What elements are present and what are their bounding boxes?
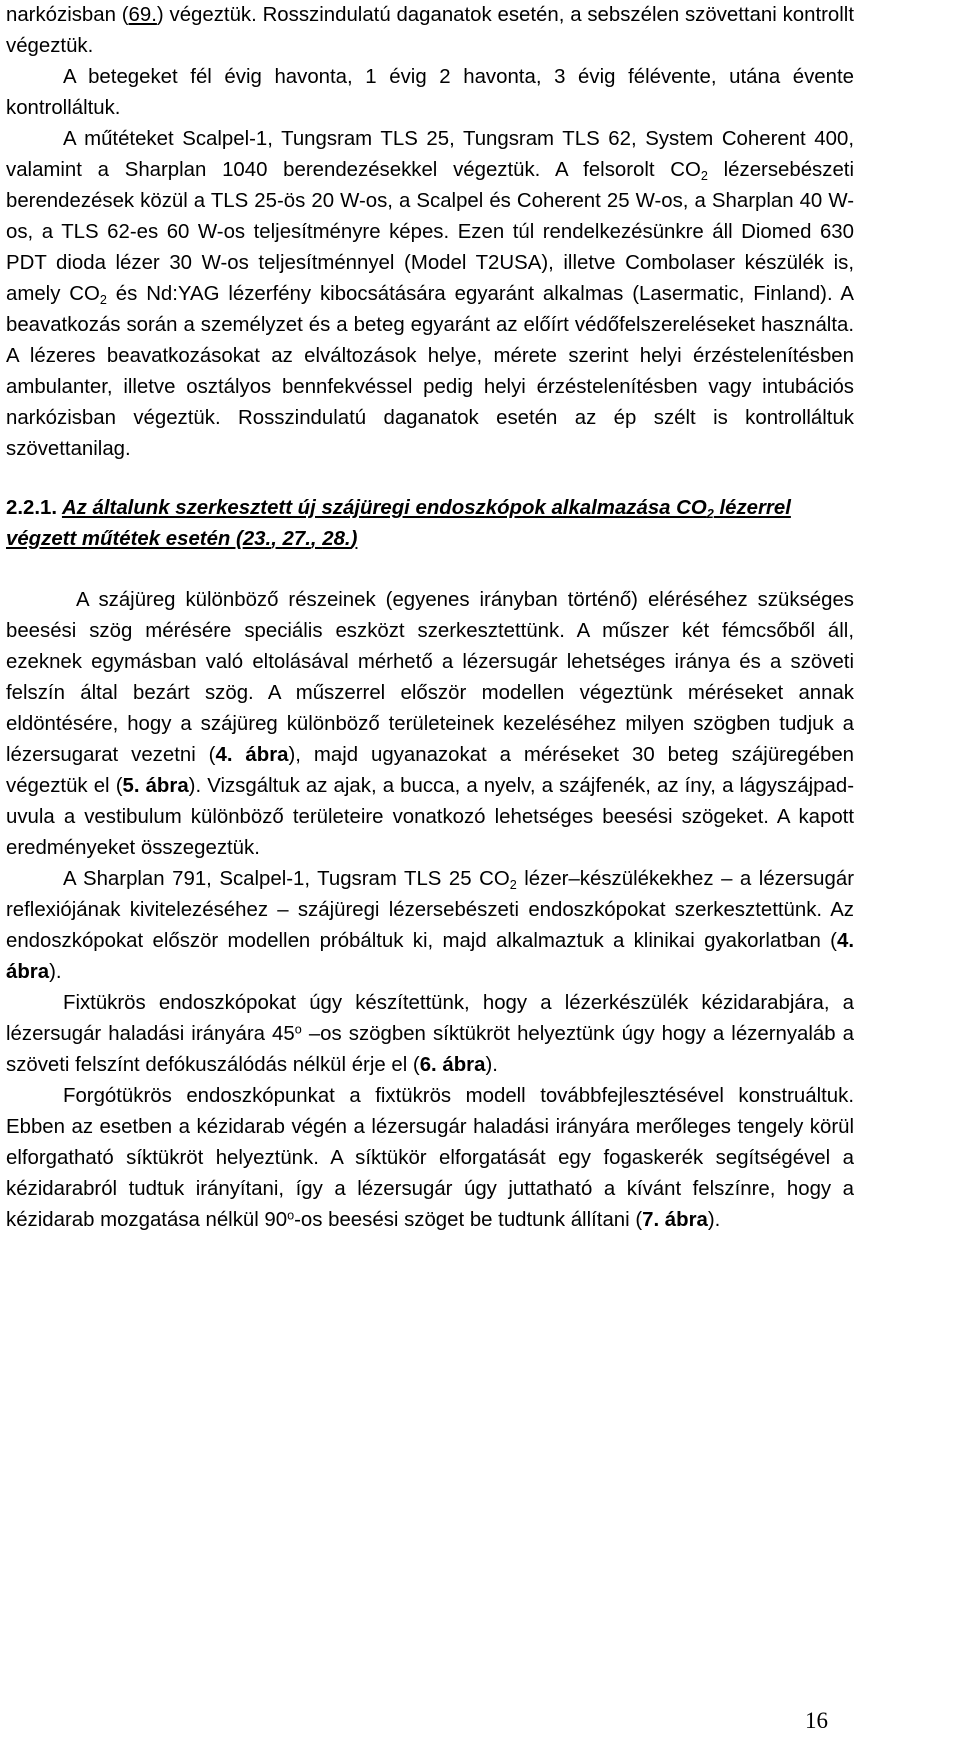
- section-number: 2.2.1.: [6, 497, 58, 519]
- spacer: [6, 555, 854, 585]
- subscript: 2: [99, 293, 107, 308]
- paragraph-angle-measurement: [6, 585, 854, 864]
- subscript: 2: [700, 169, 708, 184]
- text-run: ) végeztük. Rosszindulatú daganatok esetén, a sebszélen szövettani kontrollt végeztük.: [6, 4, 854, 57]
- figure-ref-4b: 4. ábra: [6, 930, 854, 983]
- text-run: és Nd:YAG lézerfény kibocsátására egyaránt alkalmas (Lasermatic, Finland). A beavatkozás során a személyzet és a beteg egyaránt az előírt védőfelszereléseket használta. A lézeres beavatkozásokat az elváltozások helye, mérete szerint helyi érzéstelenítésben ambulanter, illetve osztályos bennfekvéssel pedig helyi érzéstelenítésben vagy intubációs narkózisban végeztük. Rosszindulatú daganatok esetén az ép szélt is kontrolláltuk szövettanilag.: [6, 283, 854, 460]
- paragraph-equipment: [6, 124, 854, 465]
- degree-superscript: o: [287, 1208, 295, 1223]
- text-run: ).: [707, 1209, 721, 1231]
- text-run: ,: [310, 528, 323, 550]
- figure-ref-5: 5. ábra: [122, 775, 189, 797]
- reference-link-23[interactable]: 23.: [242, 528, 272, 550]
- text-run: ), majd ugyanazokat a méréseket 30 beteg szájüregében végeztük el (: [6, 744, 854, 797]
- reference-link-28[interactable]: 28.: [322, 528, 351, 550]
- paragraph-rotating-mirror: [6, 1081, 854, 1236]
- paragraph-endoscopes: [6, 864, 854, 988]
- text-run: ).: [49, 961, 62, 983]
- reference-link-27[interactable]: 27.: [282, 528, 311, 550]
- text-run: lézersebészeti berendezések közül a TLS 25-ös 20 W-os, a Scalpel és Coherent 25 W-os, a Sharplan 40 W-os, a TLS 62-es 60 W-os teljesítményre képes. Ezen túl rendelkezésünkre áll Diomed 630 PDT dioda lézer 30 W-os teljesítménnyel (Model T2USA), illetve Combolaser készülék is, amely CO: [6, 159, 854, 305]
- text-run: A szájüreg különböző részeinek (egyenes irányban történő) eléréséhez szükséges beesési szög mérésére speciális eszközt szerkesztettünk. A műszer két fémcsőből áll, ezeknek egymásban való eltolásával mérhető a lézersugár lehetséges iránya és a szöveti felszín által bezárt szög. A műszerrel először modellen végeztünk méréseket annak eldöntésére, hogy a szájüreg különböző területeinek kezeléséhez milyen szögben tudjuk a lézersugarat vezetni (: [6, 589, 854, 766]
- text-run: Fixtükrös endoszkópokat úgy készítettünk, hogy a lézerkészülék kézidarabjára, a lézersugár haladási irányára 45: [6, 992, 854, 1045]
- subscript: 2: [509, 878, 517, 893]
- paragraph-fixed-mirror: [6, 988, 854, 1081]
- text-run: lézer–készülékekhez – a lézersugár reflexiójának kivitelezéséhez – szájüregi lézersebészeti endoszkópokat szerkesztettünk. Az endoszkópokat először modellen próbáltuk ki, majd alkalmaztuk a klinikai gyakorlatban (: [6, 868, 854, 952]
- text-column: [6, 0, 854, 1236]
- text-run: –os szögben síktükröt helyeztünk úgy hogy a lézernyaláb a szöveti felszínt defókuszálódás nélkül érje el (: [6, 1023, 854, 1076]
- text-run: -os beesési szöget be tudtunk állítani (: [294, 1209, 643, 1231]
- subscript: 2: [706, 507, 714, 522]
- text-run: lézerrel végzett műtétek esetén (: [6, 497, 791, 550]
- text-run: Forgótükrös endoszkópunkat a fixtükrös modell továbbfejlesztésével konstruáltuk. Ebben az esetben a kézidarab végén a lézersugár haladási irányára merőleges tengely körül elforgatható síktükröt helyeztünk. A síktükör elforgatását egy fogaskerék segítségével a kézidarabról tudtuk irányítani, így a lézersugár úgy juttatható a kívánt felszínre, hogy a kézidarab mozgatása nélkül 90: [6, 1085, 854, 1231]
- text-run: Az általunk szerkesztett új szájüregi endoszkópok alkalmazása CO: [61, 497, 707, 519]
- figure-ref-4: 4. ábra: [215, 744, 289, 766]
- text-run: A Sharplan 791, Scalpel-1, Tugsram TLS 25 CO: [63, 868, 510, 890]
- paragraph-followup: A betegeket fél évig havonta, 1 évig 2 havonta, 3 évig félévente, utána évente kontrolláltuk.: [6, 66, 854, 119]
- text-run: narkózisban (: [6, 4, 129, 26]
- reference-link-69[interactable]: 69.: [128, 4, 157, 26]
- section-heading: [6, 493, 854, 555]
- figure-ref-6: 6. ábra: [419, 1054, 486, 1076]
- paragraph-continuation: [6, 0, 854, 62]
- figure-ref-7: 7. ábra: [642, 1209, 708, 1231]
- page-number: 16: [805, 1708, 828, 1733]
- text-run: ,: [271, 528, 283, 550]
- text-run: ). Vizsgáltuk az ajak, a bucca, a nyelv, a szájfenék, az íny, a lágyszájpad-uvula a vestibulum különböző területeire vonatkozó lehetséges beesési szögeket. A kapott eredményeket összegeztük.: [6, 775, 854, 859]
- section-title: [6, 497, 791, 550]
- text-run: A műtéteket Scalpel-1, Tungsram TLS 25, Tungsram TLS 62, System Coherent 400, valamint a Sharplan 1040 berendezésekkel végeztük. A felsorolt CO: [6, 128, 854, 181]
- text-run: ): [350, 528, 358, 550]
- text-run: ).: [485, 1054, 498, 1076]
- degree-superscript: o: [294, 1022, 302, 1037]
